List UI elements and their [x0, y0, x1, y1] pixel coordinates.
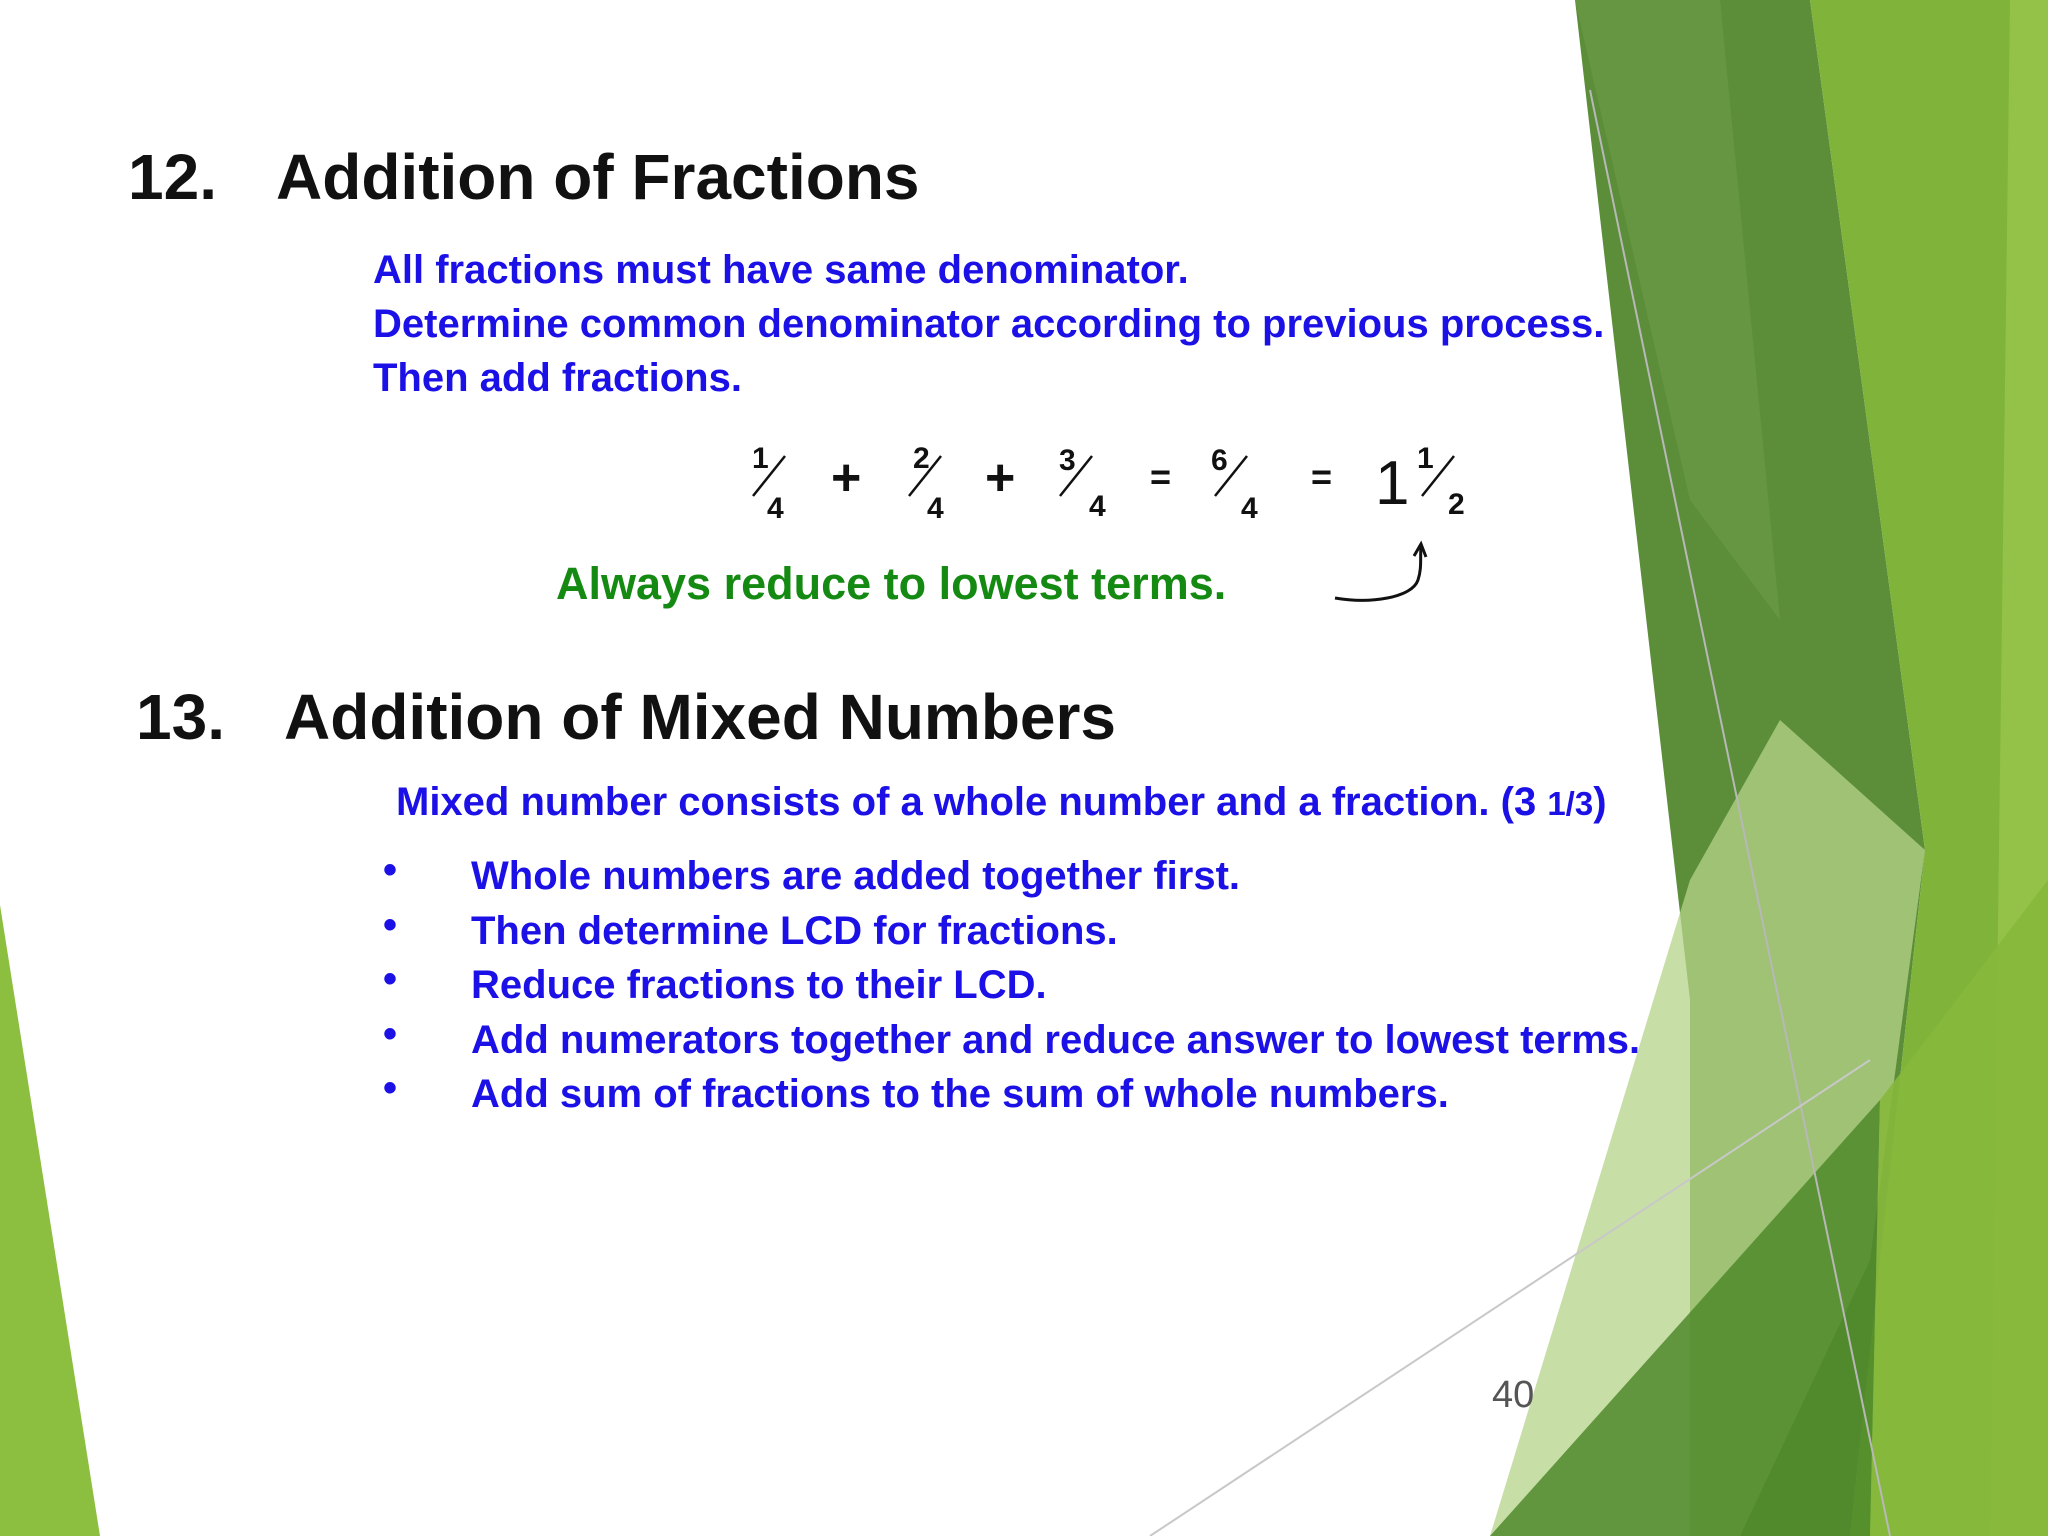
list-item: [383, 849, 1640, 904]
left-green-shape: [0, 905, 100, 1536]
fraction-numerator: 3: [1059, 444, 1076, 477]
mixed-number-definition: [396, 780, 1607, 825]
equals-sign: =: [1311, 456, 1333, 497]
fraction-numerator: 1: [752, 442, 769, 475]
bullet-icon: •: [383, 1066, 398, 1110]
result-whole-number: 1: [1375, 449, 1410, 518]
section-12-title: Addition of Fractions: [276, 141, 920, 213]
bullet-icon: •: [383, 902, 398, 947]
list-item-text: Whole numbers are added together first.: [471, 854, 1241, 898]
fraction-denominator: 4: [1089, 490, 1106, 523]
section-12-number: 12.: [128, 141, 217, 213]
bullet-icon: •: [383, 957, 398, 1001]
instruction-line: Determine common denominator according to previous process.: [373, 302, 1605, 346]
fraction-numerator: 2: [913, 442, 930, 475]
equals-sign: =: [1150, 456, 1172, 497]
bullet-icon: •: [383, 848, 398, 892]
list-item-text: Add numerators together and reduce answer to lowest terms.: [471, 1017, 1641, 1062]
plus-sign: +: [831, 449, 862, 507]
section-12-heading: [128, 140, 920, 214]
fraction-denominator: 4: [1241, 492, 1258, 525]
curved-arrow-icon: [1330, 540, 1430, 610]
list-item: [383, 1013, 1640, 1068]
bullet-icon: •: [383, 1011, 398, 1056]
fraction-denominator: 4: [767, 492, 784, 525]
fraction-equation: [745, 440, 1485, 540]
list-item-text: Reduce fractions to their LCD.: [471, 963, 1047, 1007]
section-13-number: 13.: [136, 681, 225, 753]
definition-fraction: 1/3: [1547, 785, 1594, 822]
instruction-line: All fractions must have same denominator.: [373, 248, 1189, 292]
fraction-numerator: 6: [1211, 444, 1228, 477]
plus-sign: +: [985, 449, 1016, 507]
section-13-heading: [136, 680, 1116, 754]
fraction-denominator: 2: [1448, 488, 1465, 521]
reduce-note: Always reduce to lowest terms.: [556, 558, 1227, 609]
list-item: [383, 958, 1640, 1013]
section-13-title: Addition of Mixed Numbers: [284, 681, 1116, 753]
list-item-text: Add sum of fractions to the sum of whole numbers.: [471, 1072, 1449, 1116]
fraction-denominator: 4: [927, 492, 944, 525]
list-item: [383, 904, 1640, 959]
definition-text: Mixed number consists of a whole number and a fraction. (3: [396, 780, 1537, 824]
instruction-line: Then add fractions.: [373, 356, 742, 400]
page-number: 40: [1492, 1374, 1535, 1416]
steps-list: [383, 849, 1640, 1122]
list-item: [383, 1067, 1640, 1122]
list-item-text: Then determine LCD for fractions.: [471, 908, 1118, 953]
section-12-instructions: [373, 243, 1604, 405]
definition-close-paren: ): [1593, 780, 1607, 824]
fraction-numerator: 1: [1417, 442, 1434, 475]
